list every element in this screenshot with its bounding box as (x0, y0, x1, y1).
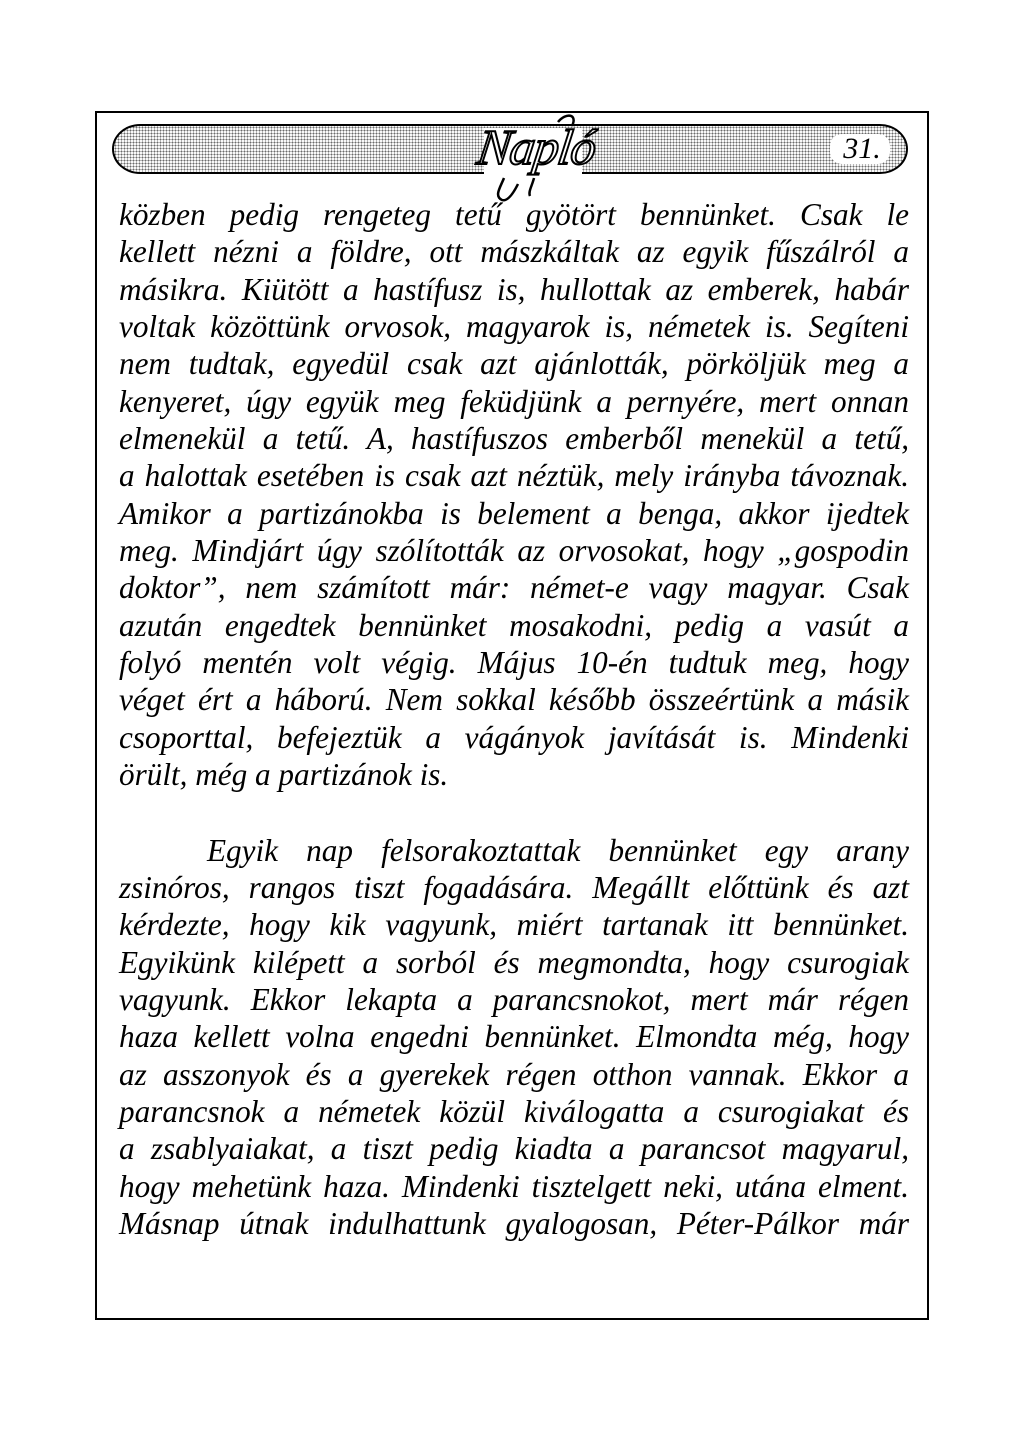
text-line: nem tudtak, egyedül csak azt ajánlották, pörköljük meg a (119, 346, 909, 382)
paragraph-1 (119, 196, 909, 794)
text-line: kérdezte, hogy kik vagyunk, miért tartanak itt bennünket. (119, 907, 909, 943)
text-line: Egyikünk kilépett a sorból és megmondta, hogy csurogiak (119, 944, 909, 980)
text-line: a zsablyaiakat, a tiszt pedig kiadta a parancsot magyarul, (119, 1131, 909, 1167)
logo-text: Napló (474, 119, 600, 175)
text-line: zsinóros, rangos tiszt fogadására. Megállt előttünk és azt (119, 869, 909, 905)
text-line: azután engedtek bennünket mosakodni, pedig a vasút a (119, 607, 909, 643)
text-line: kenyeret, úgy együk meg feküdjünk a pernyére, mert onnan (119, 383, 909, 419)
naplo-logo (474, 108, 600, 204)
text-line: Másnap útnak indulhattunk gyalogosan, Péter-Pálkor már (119, 1205, 909, 1241)
text-line: közben pedig rengeteg tetű gyötört bennünket. Csak le (119, 197, 909, 232)
text-line: vagyunk. Ekkor lekapta a parancsnokot, mert már régen (119, 981, 909, 1017)
text-line: csoporttal, befejeztük a vágányok javítását is. Mindenki (119, 719, 909, 755)
paragraph-gap (119, 794, 909, 832)
text-line: véget ért a háború. Nem sokkal később összeértünk a másik (119, 682, 909, 718)
text-line: meg. Mindjárt úgy szólították az orvosokat, hogy „gospodin (119, 533, 909, 569)
text-line: doktor”, nem számított már: német-e vagy magyar. Csak (119, 570, 909, 606)
text-line: kellett nézni a földre, ott mászkáltak az egyik fűszálról a (119, 234, 909, 270)
page-number: 31. (843, 132, 881, 165)
text-line: elmenekül a tetű. A, hastífuszos emberből menekül a tetű, (119, 421, 909, 457)
text-line: másikra. Kiütött a hastífusz is, hullottak az emberek, habár (119, 271, 909, 307)
text-line: Amikor a partizánokba is belement a benga, akkor ijedtek (119, 495, 909, 531)
text-line: folyó mentén volt végig. Május 10-én tudtuk meg, hogy (119, 645, 909, 681)
text-line: az asszonyok és a gyerekek régen otthon vannak. Ekkor a (119, 1056, 909, 1092)
text-line: haza kellett volna engedni bennünket. Elmondta még, hogy (119, 1019, 909, 1055)
text-line: a halottak esetében is csak azt néztük, mely irányba távoznak. (119, 458, 909, 494)
text-line: hogy mehetünk haza. Mindenki tisztelgett neki, utána elment. (119, 1168, 909, 1204)
body-text (119, 196, 909, 1242)
text-line: voltak közöttünk orvosok, magyarok is, németek is. Segíteni (119, 309, 909, 345)
text-line: parancsnok a németek közül kiválogatta a csurogiakat és (119, 1093, 909, 1129)
paragraph-2 (119, 832, 909, 1243)
text-line: örült, még a partizánok is. (119, 757, 449, 793)
text-line: Egyik nap felsorakoztattak bennünket egy arany (207, 832, 909, 868)
